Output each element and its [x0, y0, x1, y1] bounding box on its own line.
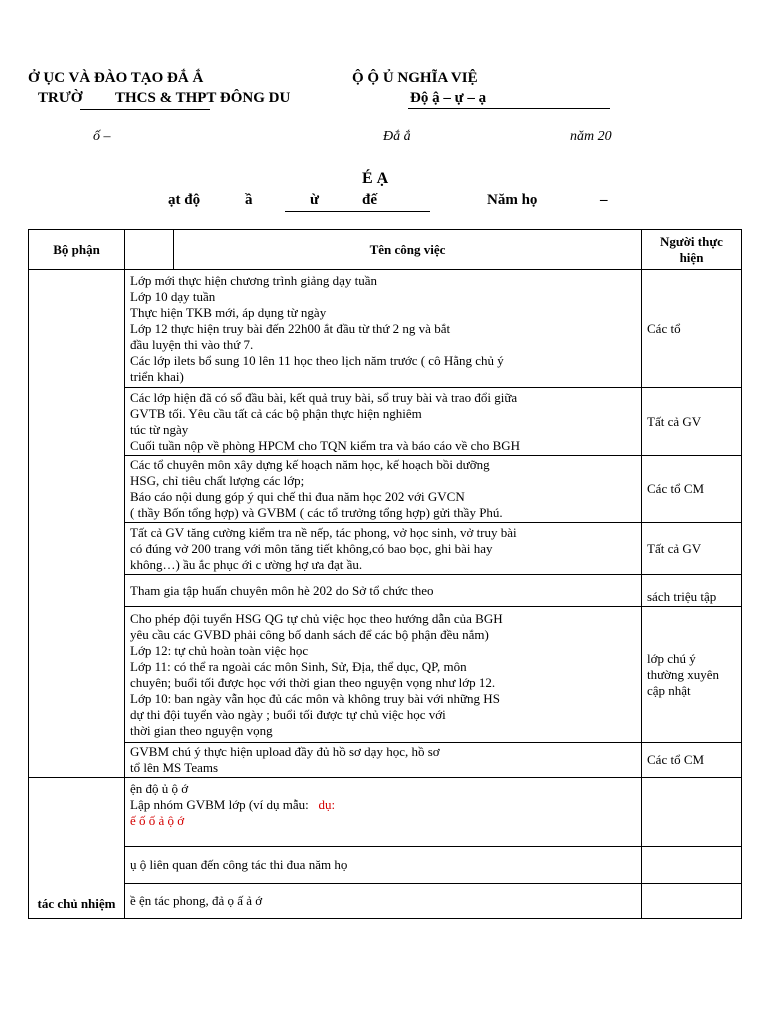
- table-row-homeroom: [29, 778, 742, 847]
- task-cell: Tham gia tập huấn chuyên môn hè 202 do Sở tổ chức theo: [125, 575, 642, 607]
- table-row: [29, 575, 742, 607]
- table-row: [29, 456, 742, 523]
- task-cell: Cho phép đội tuyển HSG QG tự chủ việc học theo hướng dẫn của BGH yêu cầu các GVBD phải công bố danh sách để các bộ phận đều nắm) Lớp 12: tự chủ hoàn toàn việc học Lớp 11: có thể ra ngoài các môn Sinh, Sử, Địa, thể dục, QP, môn chuyên; buổi tối được học với thời gian theo nguyện vọng như lớp 12. Lớp 10: ban ngày vẫn học đủ các môn và không truy bài với những HS dự thi đội tuyển vào ngày ; buổi tối được tự chủ việc học với thời gian theo nguyện vọng: [125, 607, 642, 743]
- task-cell: GVBM chú ý thực hiện upload đầy đủ hồ sơ dạy học, hồ sơ tổ lên MS Teams: [125, 743, 642, 778]
- year-text: năm 20: [570, 129, 612, 144]
- work-plan-table: [28, 229, 742, 919]
- dept-cell-professional: [29, 270, 125, 778]
- header-dept: Bộ phận: [29, 230, 125, 270]
- table-row-homeroom: [29, 884, 742, 919]
- title-sub-b: ầ: [245, 192, 253, 208]
- task-cell: Các lớp hiện đã có sổ đầu bài, kết quả truy bài, sổ truy bài và trao đổi giữa GVTB tối. Yêu cầu tất cả các bộ phận thực hiện nghiêm túc từ ngày Cuối tuần nộp về phòng HPCM cho TQN kiểm tra và báo cáo về cho BGH: [125, 388, 642, 456]
- task-cell: Tất cả GV tăng cường kiểm tra nề nếp, tác phong, vở học sinh, vở truy bài có đúng vở 200 trang với môn tăng tiết không,có bao bọc, ghi bài hay không…) ầu ắc phục ới c ường hợ ưa đạt ầu.: [125, 523, 642, 575]
- person-cell: Các tổ: [642, 270, 742, 388]
- task-cell: Lớp mới thực hiện chương trình giảng dạy tuần Lớp 10 dạy tuần Thực hiện TKB mới, áp dụng từ ngày Lớp 12 thực hiện truy bài đến 22h00 ắt đầu từ thứ 2 ng và bắt đầu luyện thi vào thứ 7. Các lớp ilets bổ sung 10 lên 11 học theo lịch năm trước ( cô Hằng chủ ý triển khai): [125, 270, 642, 388]
- title-sub-a: ạt độ: [168, 192, 201, 208]
- person-cell: sách triệu tập: [642, 575, 742, 607]
- header-right-underline: [408, 108, 610, 109]
- title-school-year: Năm họ: [487, 192, 538, 208]
- person-cell: [642, 778, 742, 847]
- table-row: [29, 388, 742, 456]
- header-school-prefix: TRƯỜ: [38, 90, 83, 106]
- task-cell: ện độ ủ ộ ớ Lập nhóm GVBM lớp (ví dụ mẫu: dụ: ế ố ố ả ộ ớ: [125, 778, 642, 847]
- place-date: Đắ ắ: [383, 129, 411, 144]
- person-cell: Các tổ CM: [642, 743, 742, 778]
- doc-title: É Ạ: [362, 170, 389, 187]
- task-cell: Các tổ chuyên môn xây dựng kế hoạch năm học, kế hoạch bồi dưỡng HSG, chỉ tiêu chất lượng các lớp; Báo cáo nội dung góp ý qui chế thi đua năm học 202 với GVCN ( thầy Bốn tổng hợp) và GVBM ( các tổ trưởng tổng hợp) gửi thầy Phú.: [125, 456, 642, 523]
- header-person: Người thực hiện: [642, 230, 742, 270]
- table-row: [29, 743, 742, 778]
- document-number: ố –: [93, 129, 111, 144]
- dept-cell-homeroom: tác chủ nhiệm: [29, 778, 125, 919]
- person-cell: [642, 847, 742, 884]
- person-cell: Tất cả GV: [642, 388, 742, 456]
- table-header-row: [29, 230, 742, 270]
- task-cell: ề ện tác phong, đả ọ ấ ả ớ: [125, 884, 642, 919]
- title-dash: –: [600, 192, 608, 208]
- table-row-homeroom: [29, 847, 742, 884]
- header-motto: Độ ậ – ự – ạ: [410, 90, 487, 106]
- header-left-underline: [80, 109, 210, 110]
- table-row: [29, 607, 742, 743]
- person-cell: [642, 884, 742, 919]
- header-school-name: THCS & THPT ĐÔNG DU: [115, 90, 291, 106]
- person-cell: lớp chú ý thường xuyên cập nhật: [642, 607, 742, 743]
- person-cell: Tất cả GV: [642, 523, 742, 575]
- table-row: [29, 523, 742, 575]
- header-task: Tên công việc: [174, 230, 642, 270]
- title-sub-d: đế: [362, 192, 377, 208]
- header-authority: Ở ỤC VÀ ĐÀO TẠO ĐẮ Ắ: [28, 70, 204, 86]
- title-sub-c: ừ: [310, 192, 320, 208]
- person-cell: Các tổ CM: [642, 456, 742, 523]
- table-row: [29, 270, 742, 388]
- header-republic: Ộ Ộ Ủ NGHĨA VIỆ: [352, 70, 478, 86]
- task-cell: ụ ộ liên quan đến công tác thi đua năm họ: [125, 847, 642, 884]
- header-blank: [125, 230, 174, 270]
- title-underline: [285, 211, 430, 212]
